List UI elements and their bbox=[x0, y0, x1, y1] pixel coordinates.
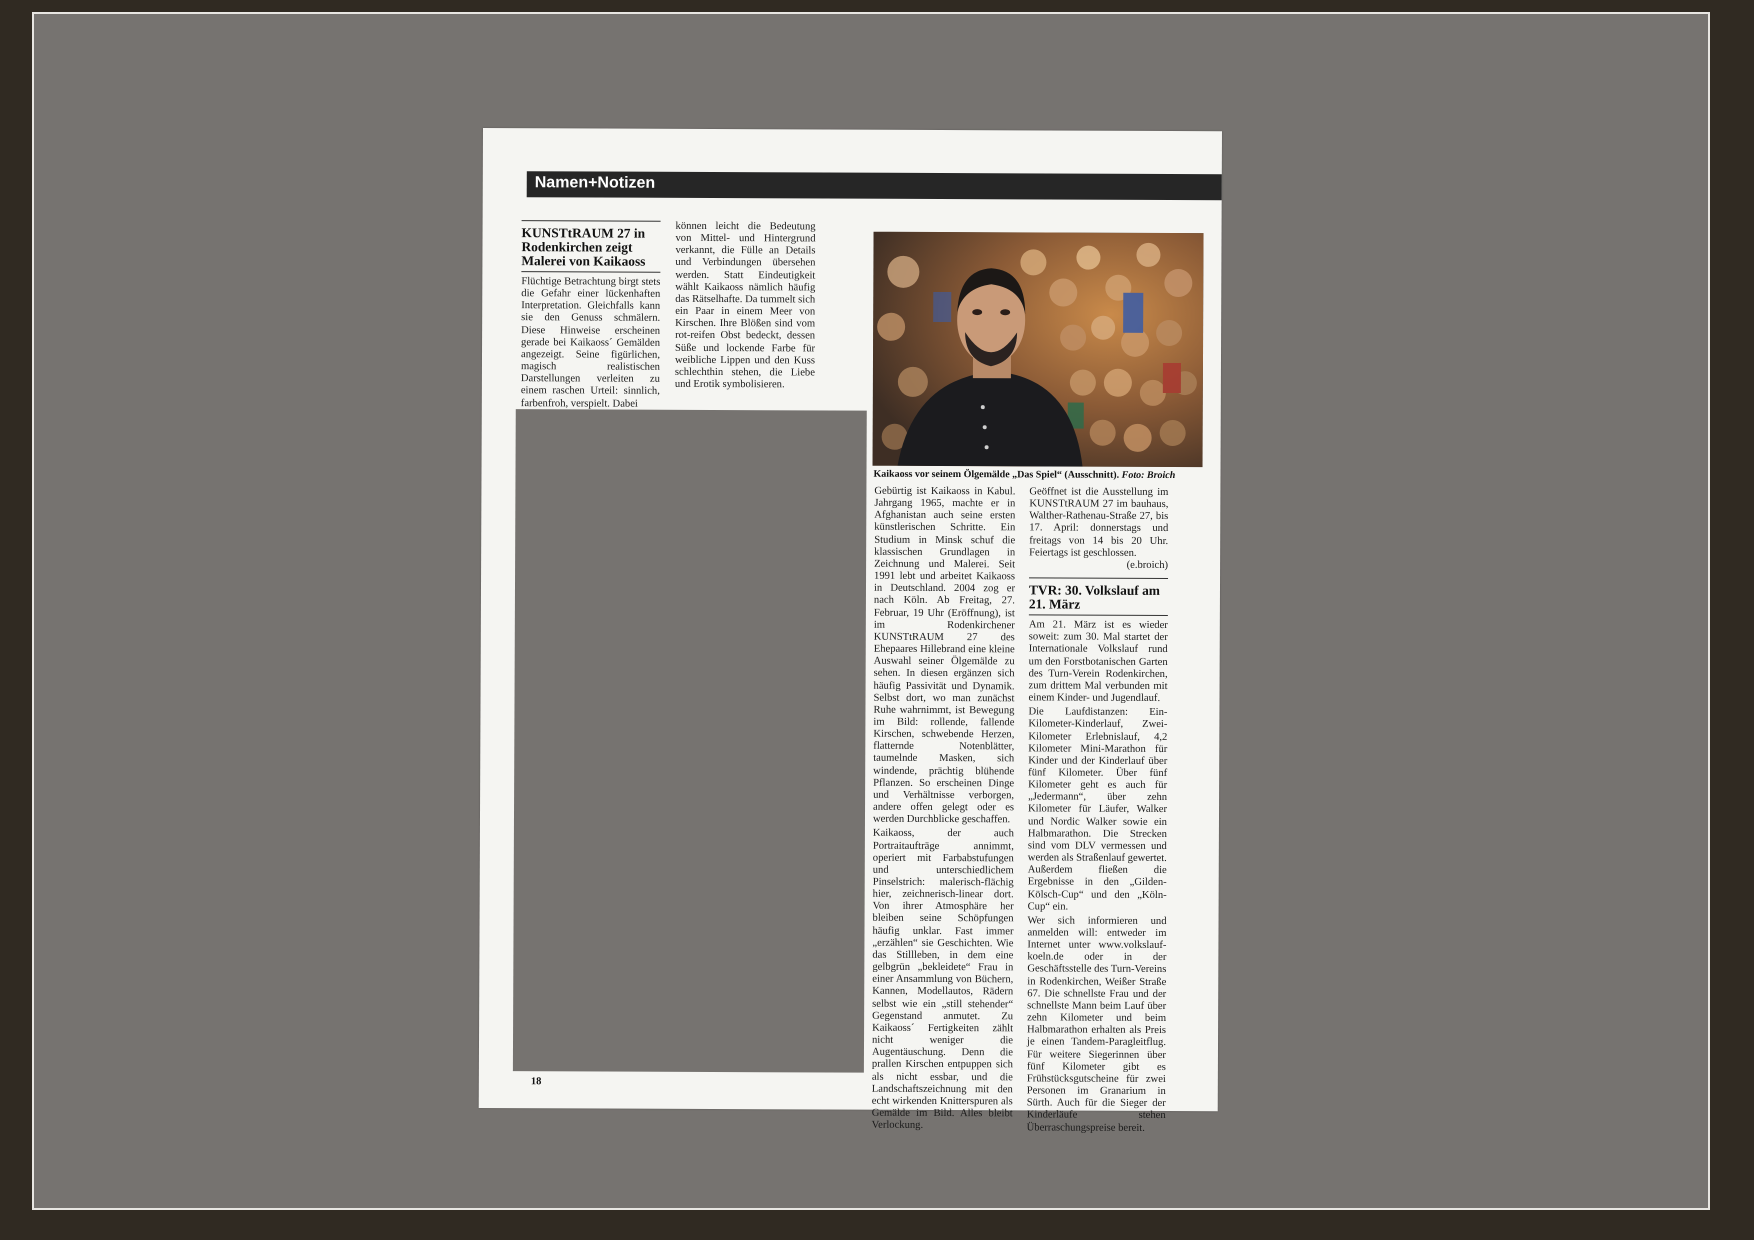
article1-col2-text: können leicht die Bedeutung von Mittel- und Hintergrund verkannt, die Fülle an Details und Verbindungen übersehen werden. Statt Eindeutigkeit wählt Kaikaoss nämlich häufig das Rätselhafte. Da tummelt sich ein Paar in einem Meer von Kirschen. Ihre Blößen sind vom rot-reifen Obst bedeckt, dessen Süße und lockende Farbe für weibliche Lippen und den Kuss schlechthin stehen, die Liebe und Erotik symbolisieren. bbox=[674, 220, 816, 391]
section-banner bbox=[527, 171, 1222, 200]
article1-column-1 bbox=[521, 220, 661, 412]
column-rule bbox=[522, 220, 661, 222]
photo-caption bbox=[873, 469, 1203, 481]
article2-headline: TVR: 30. Volkslauf am 21. März bbox=[1029, 583, 1168, 616]
article1-column-3 bbox=[872, 486, 1016, 1135]
newspaper-page bbox=[479, 128, 1222, 1134]
article1-column-2 bbox=[675, 221, 816, 394]
article1-col3-paragraph-2: Kaikaoss, der auch Portraitaufträge annimmt, operiert mit Farbabstufungen und unterschiedlichem Pinselstrich: malerisch-flächig hier, zeichnerisch-linear dort. Von ihrer Atmosphäre her bleiben seine Schöpfungen häufig unklar. Fast immer „erzählen“ sie Geschichten. Wie das Stillleben, in dem eine gelbgrün „bekleidete“ Frau in einer Ansammlung von Büchern, Kannen, Modellautos, Rädern selbst wie ein „still stehender“ Gegenstand anmutet. Zu Kaikaoss´ Fertigkeiten zählt nicht weniger die Augentäuschung. Denn die prallen Kirschen entpuppen sich als nicht essbar, und die Landschaftszeichnung mit den echt wirkenden Knitterspuren als Gemälde im Bild. Alles bleibt Verlockung. bbox=[871, 828, 1014, 1132]
article2-paragraph-2: Die Laufdistanzen: Ein-Kilometer-Kinderlauf, Zwei-Kilometer Erlebnislauf, 4,2 Kilometer Mini-Marathon für Kinder und der Kinderlauf über fünf Kilometer. Über fünf Kilometer geht es auch für „Jedermann“, über zehn Kilometer für Läufer, Walker und Nordic Walker sowie ein Halbmarathon. Die Strecken sind vom DLV vermessen und werden als Straßenlauf gewertet. Außerdem fließen die Ergebnisse in den „Gilden-Kölsch-Cup“ und den „Köln-Cup“ ein. bbox=[1027, 706, 1168, 913]
photo-caption-text: Kaikaoss vor seinem Ölgemälde „Das Spiel“ (Ausschnitt). bbox=[873, 468, 1120, 481]
cutout-area bbox=[513, 409, 867, 1073]
article1-author: (e.broich) bbox=[1126, 559, 1169, 571]
article1-col3-paragraph-1: Gebürtig ist Kaikaoss in Kabul. Jahrgang 1965, machte er in Afghanistan auch seine ersten künstlerischen Schritte. Ein Studium in Minsk schuf die klassischen Grundlagen in Zeichnung und Malerei. Seit 1991 lebt und arbeitet Kaikaoss in Deutschland. 2004 zog er nach Köln. Ab Freitag, 27. Februar, 19 Uhr (Eröffnung), ist im Rodenkirchener KUNSTtRAUM 27 des Ehepaares Hillebrand eine kleine Auswahl seiner Ölgemälde zu sehen. In diesen ergänzen sich häufig Passivität und Dynamik. Selbst dort, wo man zunächst Ruhe wahrnimmt, ist Bewegung im Bild: rollende, fallende Kirschen, schwebende Herzen, flatternde Notenblätter, taumelnde Masken, sich windende, prächtig blühende Pflanzen. So erscheinen Dinge und Verhältnisse verborgen, andere offen gelegt oder es werden Durchblicke geschaffen. bbox=[872, 485, 1016, 826]
page-number: 18 bbox=[530, 1076, 542, 1088]
artist-photo bbox=[873, 232, 1204, 467]
article1-col4-text: Geöffnet ist die Ausstellung im KUNSTtRAUM 27 im bauhaus, Walther-Rathenau-Straße 27, bis 17. April: donnerstags und freitags von 14 bis 20 Uhr. Feiertags ist geschlossen. bbox=[1029, 486, 1169, 559]
article1-headline: KUNSTtRAUM 27 in Rodenkirchen zeigt Malerei von Kaikaoss bbox=[521, 226, 660, 273]
photo-credit: Foto: Broich bbox=[1121, 469, 1176, 482]
background-frame bbox=[32, 12, 1710, 1210]
article1-column-4 bbox=[1027, 486, 1169, 1136]
column-rule bbox=[1029, 577, 1168, 579]
article2-paragraph-1: Am 21. März ist es wieder soweit: zum 30. Mal startet der Internationale Volkslauf rund um den Forstbotanischen Garten des Turn-Verein Rodenkirchen, zum drittem Mal verbunden mit einem Kinder- und Jugendlauf. bbox=[1028, 619, 1168, 704]
artist-photo-image bbox=[873, 232, 1204, 467]
section-title: Namen+Notizen bbox=[534, 174, 656, 192]
article1-col1-text: Flüchtige Betrachtung birgt stets die Gefahr einer lückenhaften Interpretation. Gleichfalls kann sie den Genuss schmälern. Diese Hinweise erscheinen gerade bei Kaikaoss´ Gemälden angezeigt. Seine figürlichen, magisch realistischen Darstellungen verleiten zu einem raschen Urteil: sinnlich, farbenfroh, verspielt. Dabei bbox=[520, 276, 661, 410]
article2-paragraph-3: Wer sich informieren und anmelden will: entweder im Internet unter www.volkslauf-koeln.de oder in der Geschäftsstelle des Turn-Vereins in Rodenkirchen, Weißer Straße 67. Die schnellste Frau und der schnellste Mann beim Lauf über zehn Kilometer und beim Halbmarathon erhalten als Preis je einen Tandem-Paragleitflug. Für weitere Siegerinnen über fünf Kilometer gibt es Frühstücksgutscheine für zwei Personen im Granarium in Sürth. Auch für die Sieger der Kinderläufe stehen Überraschungspreise bereit. bbox=[1026, 915, 1167, 1134]
